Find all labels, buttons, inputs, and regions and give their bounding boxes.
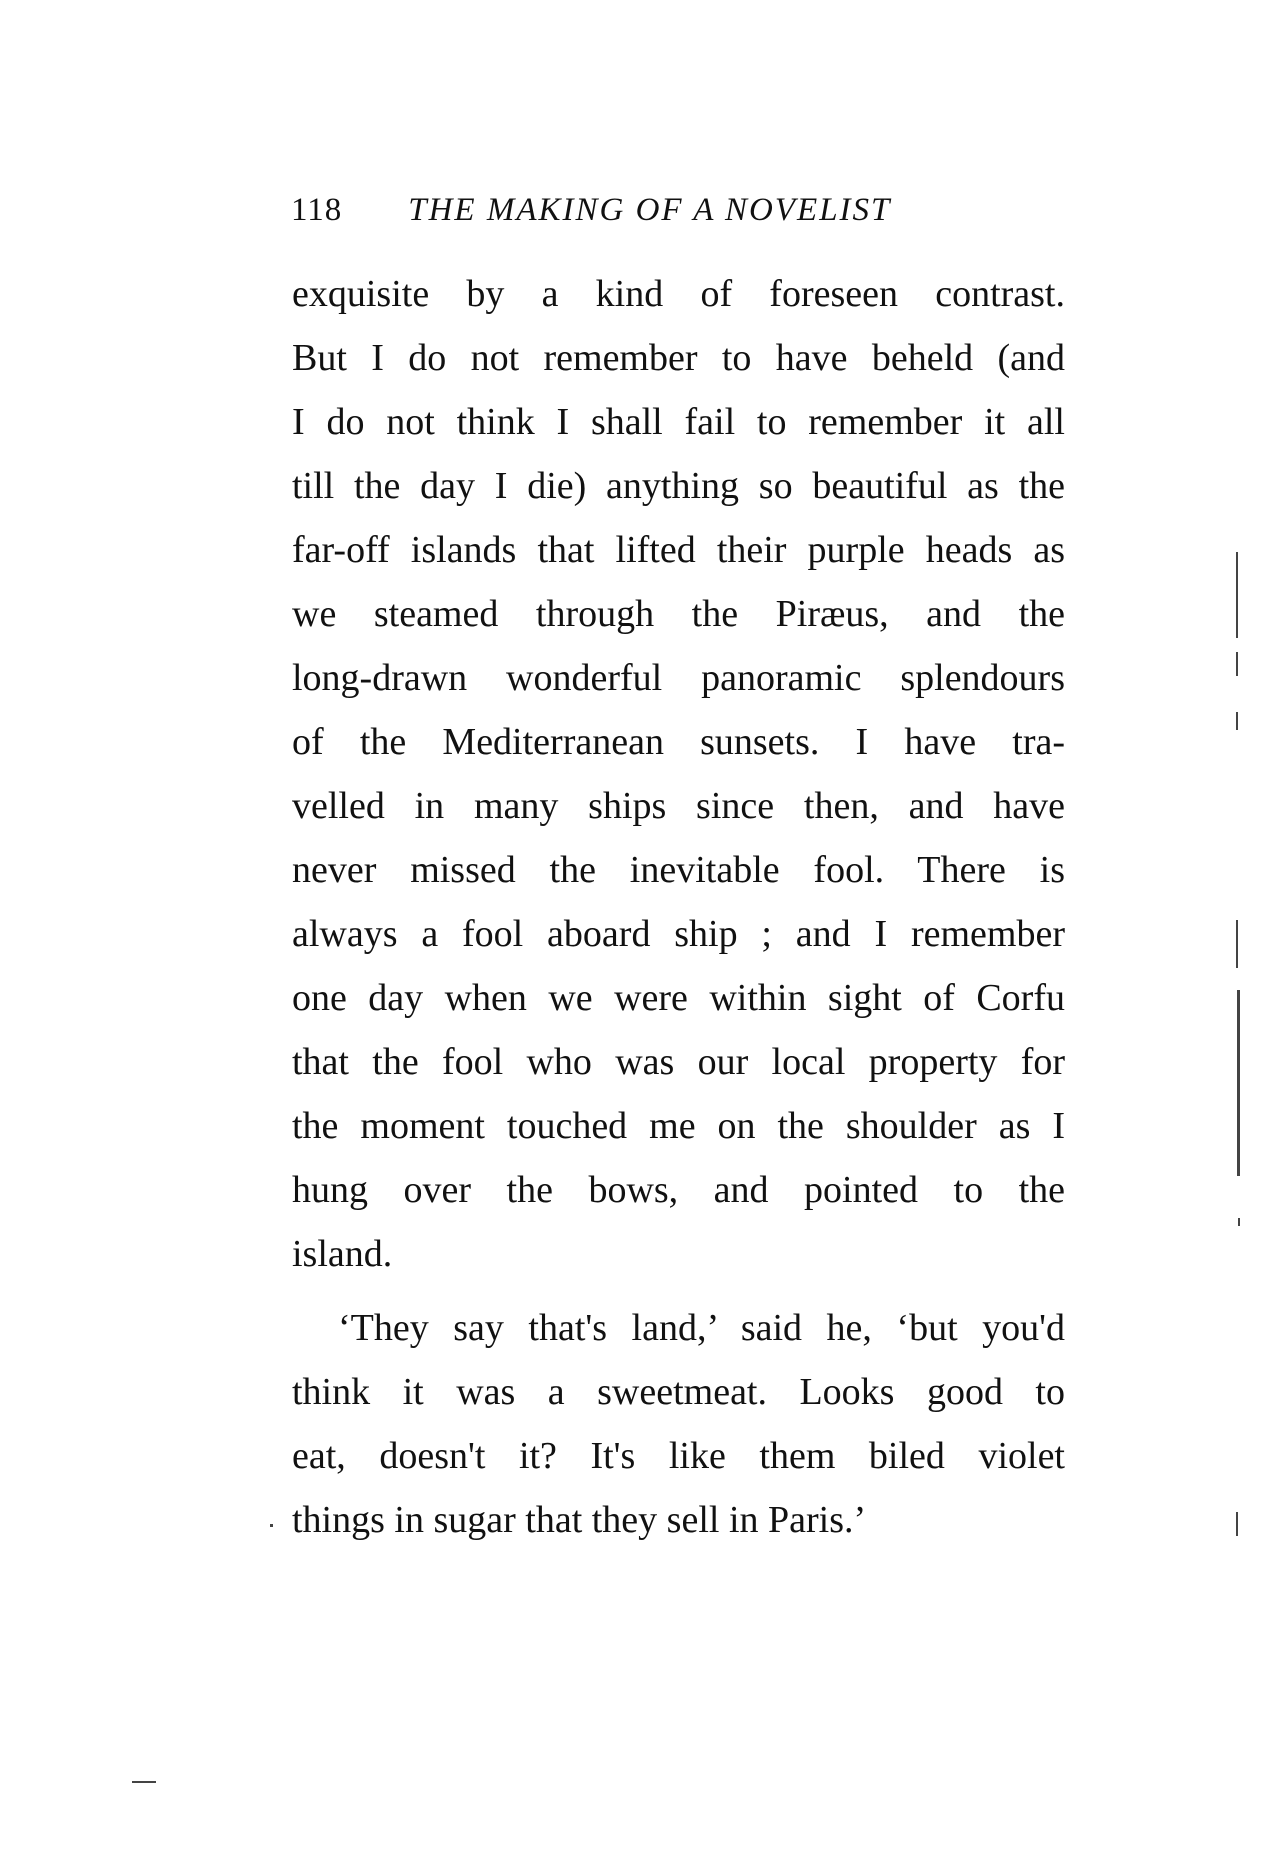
text-line: things in sugar that they sell in Paris.’ xyxy=(292,1499,867,1541)
running-head xyxy=(291,186,1066,234)
scan-mark xyxy=(1238,1218,1240,1226)
text-line: island. xyxy=(292,1233,393,1275)
text-line: hung over the bows, and pointed to the xyxy=(292,1169,1065,1211)
text-line: till the day I die) anything so beautiful as the xyxy=(292,465,1065,507)
text-line: velled in many ships since then, and have xyxy=(292,785,1065,827)
scan-mark xyxy=(1237,990,1240,1176)
text-line: exquisite by a kind of foreseen contrast. xyxy=(292,273,1065,315)
scan-mark xyxy=(1236,552,1238,638)
text-line: one day when we were within sight of Corfu xyxy=(292,977,1065,1019)
text-line: always a fool aboard ship ; and I remember xyxy=(292,913,1065,955)
text-line: far-off islands that lifted their purple heads as xyxy=(292,529,1065,571)
text-line: eat, doesn't it? It's like them biled violet xyxy=(292,1435,1065,1477)
running-title: THE MAKING OF A NOVELIST xyxy=(408,192,892,228)
text-line: long-drawn wonderful panoramic splendours xyxy=(292,657,1065,699)
text-line: I do not think I shall fail to remember it all xyxy=(292,401,1065,443)
text-line: that the fool who was our local property for xyxy=(292,1041,1065,1083)
text-line: the moment touched me on the shoulder as I xyxy=(292,1105,1065,1147)
text-line: of the Mediterranean sunsets. I have tra- xyxy=(292,721,1065,763)
scan-mark xyxy=(1236,652,1238,676)
scan-mark xyxy=(132,1781,156,1783)
scan-mark xyxy=(1236,712,1238,730)
page-number: 118 xyxy=(291,192,343,228)
text-line: never missed the inevitable fool. There is xyxy=(292,849,1065,891)
scan-mark xyxy=(1236,1512,1238,1536)
scan-mark xyxy=(270,1524,273,1527)
text-line: But I do not remember to have beheld (and xyxy=(292,337,1065,379)
text-line: think it was a sweetmeat. Looks good to xyxy=(292,1371,1065,1413)
body-text xyxy=(292,262,1065,1552)
text-line: ‘They say that's land,’ said he, ‘but you'd xyxy=(338,1307,1065,1349)
scan-mark xyxy=(1236,920,1238,968)
paragraph-break xyxy=(292,1286,1065,1296)
text-line: we steamed through the Piræus, and the xyxy=(292,593,1065,635)
